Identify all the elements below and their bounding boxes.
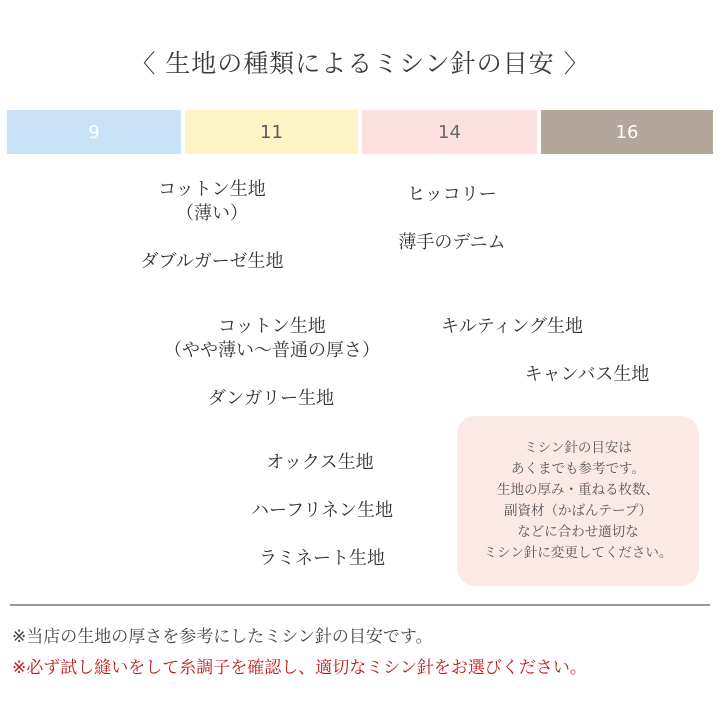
fabric-double-gauze: ダブルガーゼ生地 bbox=[140, 251, 284, 272]
needle-size-label: 11 bbox=[260, 121, 283, 143]
caution-note-text: ミシン針の目安は あくまでも参考です。 生地の厚み・重ねる枚数、 副資材（かばんテープ） などに合わせ適切な ミシン針に変更してください。 bbox=[483, 440, 673, 561]
needle-size-14 bbox=[362, 110, 537, 154]
fabric-dungaree: ダンガリー生地 bbox=[207, 388, 335, 409]
fabric-note: （やや薄い～普通の厚さ） bbox=[164, 340, 380, 361]
fabric-ox: オックス生地 bbox=[266, 452, 374, 473]
fabric-cotton-thin bbox=[132, 178, 292, 226]
fabric-thin-denim: 薄手のデニム bbox=[398, 232, 506, 253]
page-title: 〈 生地の種類によるミシン針の目安 〉 bbox=[130, 49, 590, 78]
fabric-name: コットン生地 bbox=[218, 316, 326, 337]
caution-note bbox=[457, 416, 699, 586]
fabric-quilting: キルティング生地 bbox=[440, 316, 584, 337]
fabric-half-linen: ハーフリネン生地 bbox=[250, 500, 394, 521]
fabric-canvas: キャンバス生地 bbox=[524, 364, 650, 385]
needle-size-9 bbox=[7, 110, 181, 154]
needle-size-11 bbox=[185, 110, 358, 154]
fabric-name: コットン生地 bbox=[158, 179, 266, 200]
divider bbox=[10, 604, 710, 606]
footnote-reference: ※当店の生地の厚さを参考にしたミシン針の目安です。 bbox=[12, 627, 433, 647]
needle-size-label: 14 bbox=[438, 121, 461, 143]
fabric-hickory: ヒッコリー bbox=[407, 184, 497, 205]
fabric-laminate: ラミネート生地 bbox=[259, 548, 385, 569]
fabric-cotton-normal bbox=[142, 315, 402, 363]
needle-size-label: 9 bbox=[88, 121, 100, 143]
footnote-warning: ※必ず試し縫いをして糸調子を確認し、適切なミシン針をお選びください。 bbox=[12, 658, 587, 678]
needle-size-label: 16 bbox=[615, 121, 639, 143]
fabric-note: （薄い） bbox=[176, 203, 248, 224]
needle-size-16 bbox=[541, 110, 713, 154]
